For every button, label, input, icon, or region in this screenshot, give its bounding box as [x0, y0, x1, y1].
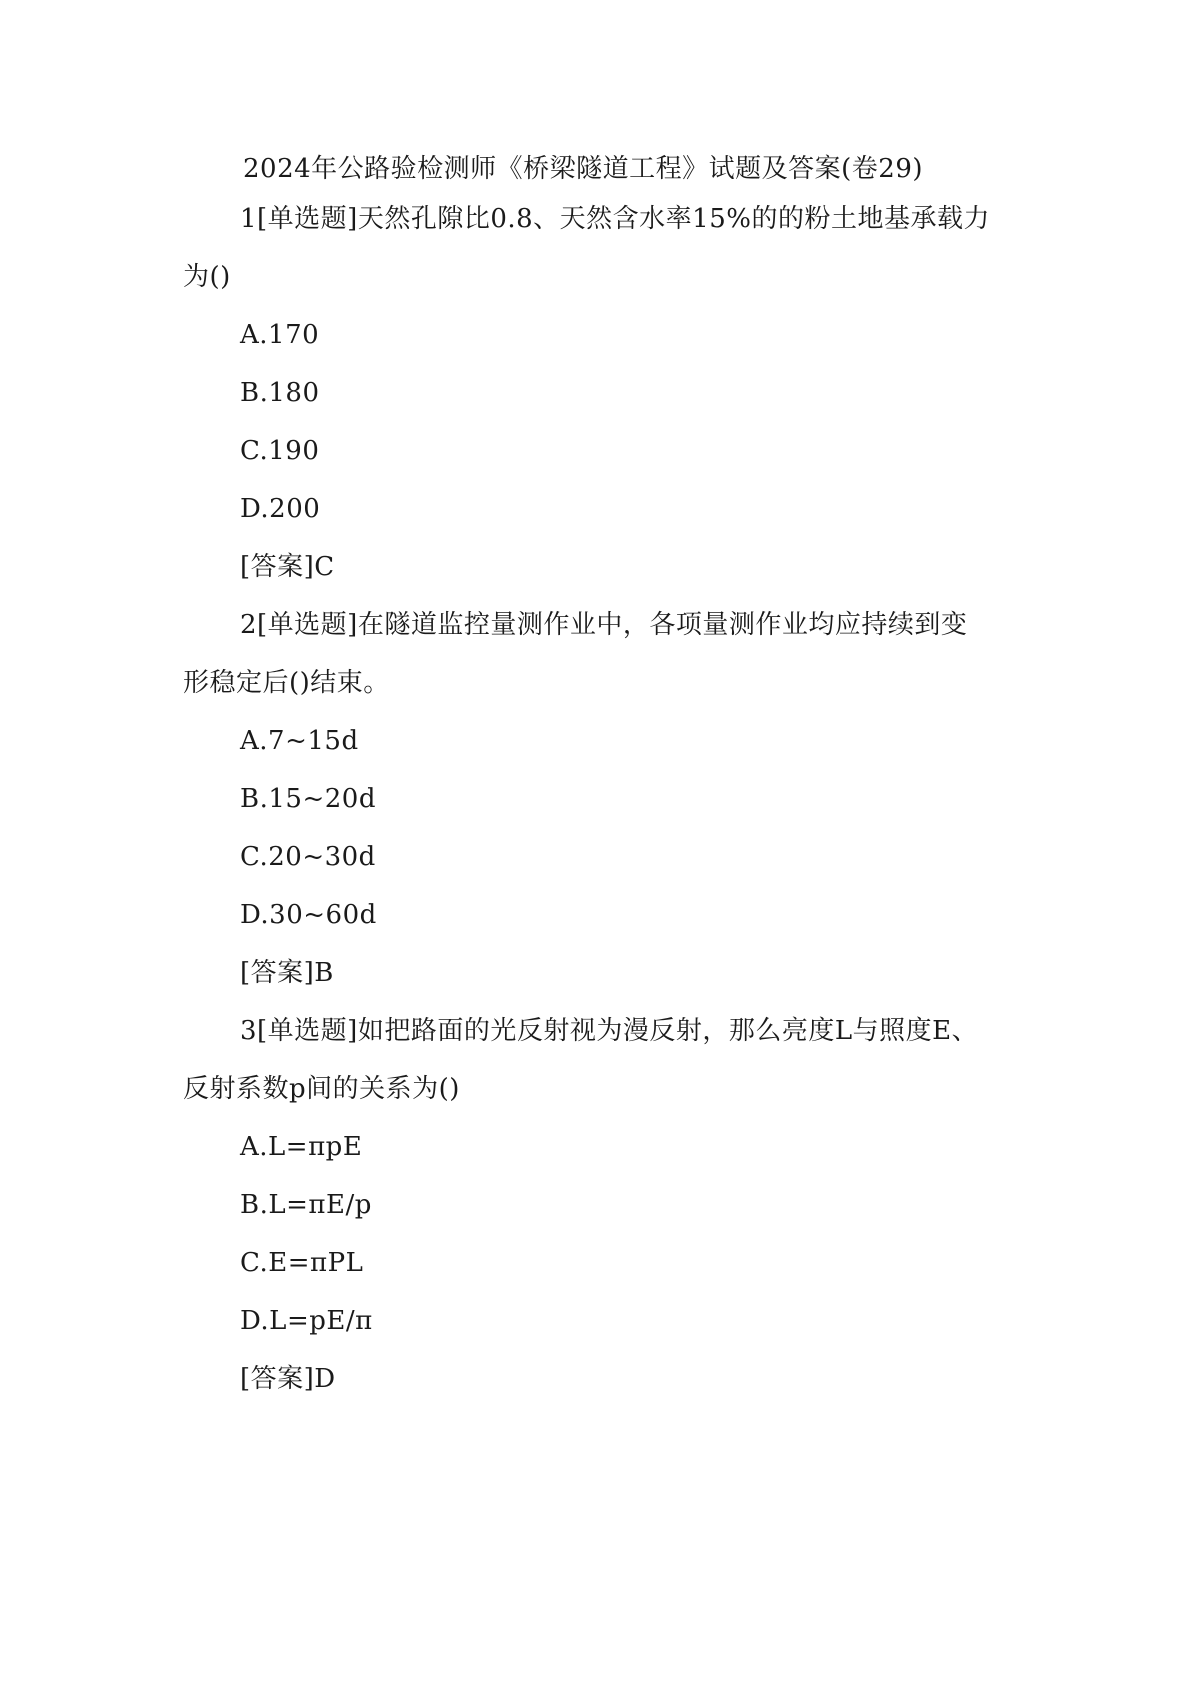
- question-2-stem: 2[单选题]在隧道监控量测作业中，各项量测作业均应持续到变: [240, 610, 968, 640]
- question-2-option-a: A.7~15d: [240, 726, 359, 756]
- question-3-answer: [答案]D: [240, 1364, 336, 1394]
- question-3-stem-cont: 反射系数p间的关系为(): [183, 1074, 460, 1104]
- question-1-stem: 1[单选题]天然孔隙比0.8、天然含水率15%的的粉土地基承载力: [240, 204, 990, 234]
- question-2-answer: [答案]B: [240, 958, 334, 988]
- question-2-option-c: C.20~30d: [240, 842, 376, 872]
- question-1-option-c: C.190: [240, 436, 320, 466]
- question-1-option-a: A.170: [240, 320, 320, 350]
- question-3-option-b: B.L=πE/p: [240, 1190, 372, 1220]
- question-2-option-d: D.30~60d: [240, 900, 377, 930]
- question-3-option-a: A.L=πpE: [240, 1132, 363, 1162]
- question-1-answer: [答案]C: [240, 552, 335, 582]
- document-title: 2024年公路验检测师《桥梁隧道工程》试题及答案(卷29): [243, 154, 924, 184]
- question-3-option-c: C.E=πPL: [240, 1248, 364, 1278]
- question-3-stem: 3[单选题]如把路面的光反射视为漫反射，那么亮度L与照度E、: [240, 1016, 979, 1046]
- question-1-option-d: D.200: [240, 494, 321, 524]
- question-2-stem-cont: 形稳定后()结束。: [183, 668, 390, 698]
- question-1-option-b: B.180: [240, 378, 320, 408]
- question-2-option-b: B.15~20d: [240, 784, 376, 814]
- question-3-option-d: D.L=pE/π: [240, 1306, 373, 1336]
- question-1-stem-cont: 为(): [183, 262, 231, 292]
